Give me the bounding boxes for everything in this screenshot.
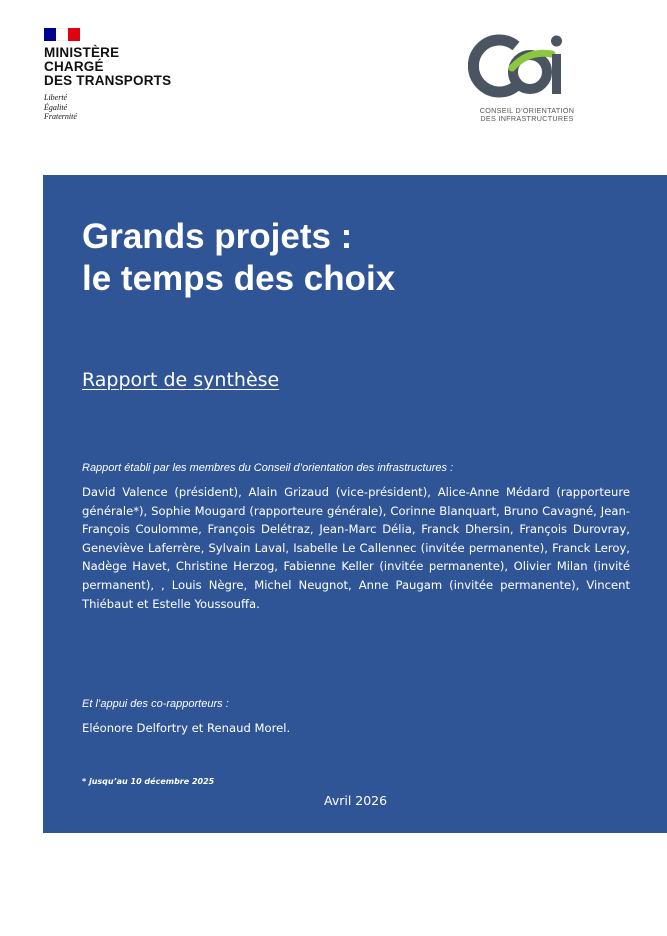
footnote: * jusqu’au 10 décembre 2025 <box>82 777 215 786</box>
publication-date: Avril 2026 <box>324 793 388 808</box>
republic-motto <box>44 93 194 122</box>
report-subtitle: Rapport de synthèse <box>82 369 280 391</box>
ministry-name-line: MINISTÈRE <box>44 45 120 60</box>
ministry-name <box>44 46 194 88</box>
french-flag-icon <box>44 28 80 41</box>
coi-logo <box>468 28 586 122</box>
ministry-name-line: DES TRANSPORTS <box>44 73 172 88</box>
motto-line: Fraternité <box>44 112 77 121</box>
members-list: David Valence (président), Alain Grizaud (vice-président), Alice-Anne Médard (rapporteure générale*), Sophie Mougard (rapporteure générale), Corinne Blanquart, Bruno Cavagné, Jean-François Coulomme, François Delétraz, Jean-Marc Délia, Franck Dhersin, François Durovray, Geneviève Laferrère, Sylvain Laval, Isabelle Le Callennec (invitée permanente), Franck Leroy, Nadège Havet, Christine Herzog, Fabienne Keller (invitée permanente), Olivier Milan (invité permanent), , Louis Nègre, Michel Neugnot, Anne Paugam (invitée permanente), Vincent Thiébaut et Estelle Youssouffa. <box>82 485 630 611</box>
report-title <box>82 216 395 300</box>
ministry-logo <box>44 28 194 122</box>
coi-caption-line: CONSEIL D’ORIENTATION <box>479 106 575 115</box>
report-title-line: Grands projets : <box>82 217 353 256</box>
report-title-line: le temps des choix <box>82 259 396 298</box>
motto-line: Liberté <box>44 93 68 102</box>
ministry-name-line: CHARGÉ <box>44 59 104 74</box>
support-names: Eléonore Delfortry et Renaud Morel. <box>82 721 291 735</box>
coi-caption <box>468 107 586 123</box>
coi-emblem-icon <box>468 28 586 106</box>
support-label: Et l’appui des co-rapporteurs : <box>82 698 229 710</box>
motto-line: Égalité <box>44 102 68 112</box>
coi-caption-line: DES INFRASTRUCTURES <box>480 114 574 123</box>
members-intro: Rapport établi par les membres du Conseil d’orientation des infrastructures : <box>82 462 454 474</box>
cover-panel <box>43 175 667 833</box>
